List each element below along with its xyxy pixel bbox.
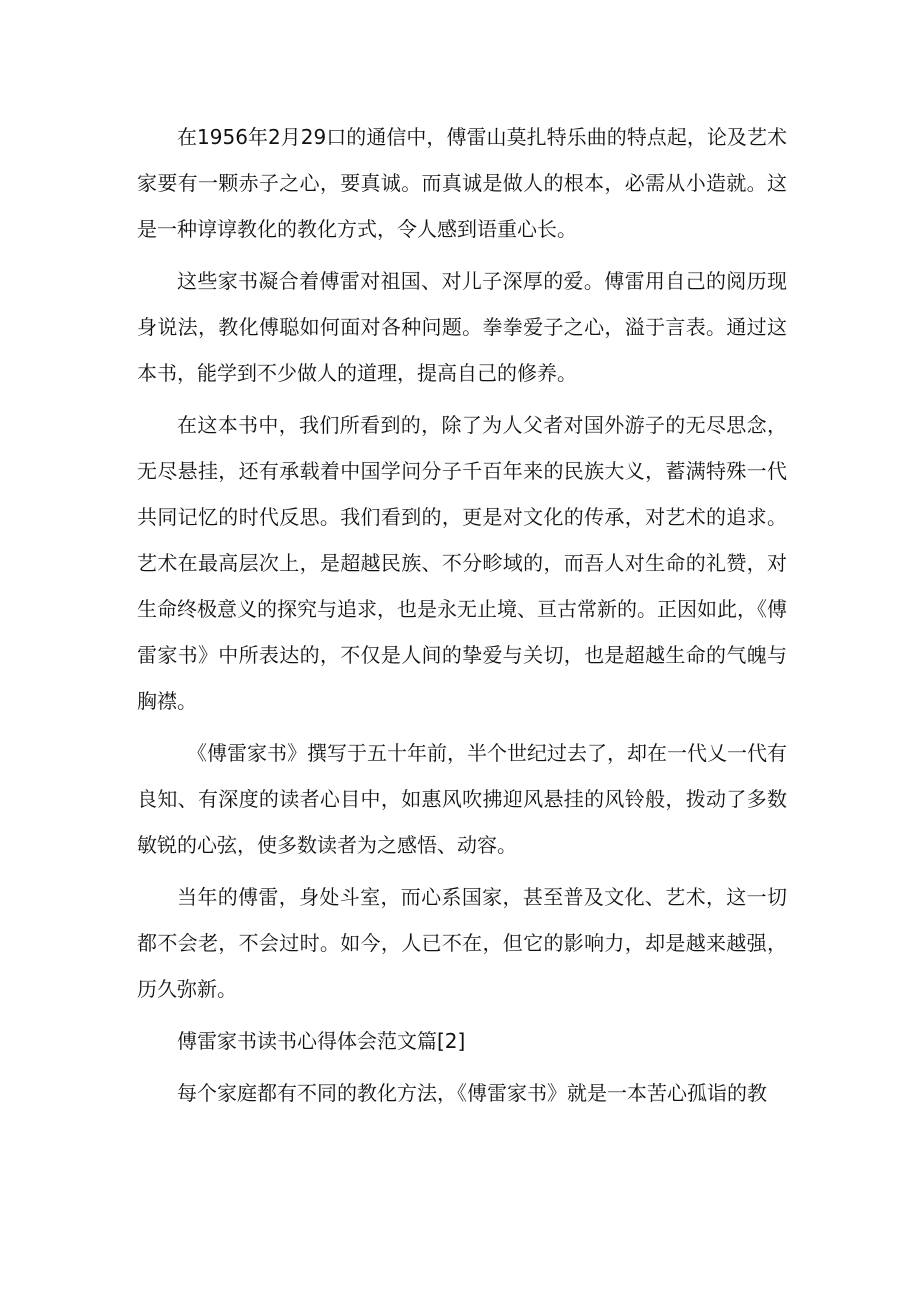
paragraph-1: 在1956年2月29口的通信中，傅雷山莫扎特乐曲的特点起，论及艺术家要有一颗赤子之心，要真诚。而真诚是做人的根本，必需从小造就。这是一种谆谆教化的教化方式，令人感到语重心长。 xyxy=(137,125,787,241)
paragraph-4: 《傅雷家书》撰写于五十年前，半个世纪过去了，却在一代乂一代有良知、有深度的读者心目中，如惠风吹拂迎风悬挂的风铃般，拨动了多数敏锐的心弦，使多数读者为之感悟、动容。 xyxy=(137,741,787,857)
paragraph-2: 这些家书凝合着傅雷对祖国、对儿子深厚的爱。傅雷用自己的阅历现身说法，教化傅聪如何面对各种问题。拳拳爱子之心，溢于言表。通过这本书，能学到不少做人的道理，提高自己的修养。 xyxy=(137,269,787,385)
paragraph-5: 当年的傅雷，身处斗室，而心系国家，甚至普及文化、艺术，这一切都不会老，不会过时。如今，人已不在，但它的影响力，却是越来越强，历久弥新。 xyxy=(137,885,787,1001)
paragraph-6: 每个家庭都有不同的教化方法，《傅雷家书》就是一本苦心孤诣的教 xyxy=(177,1081,767,1105)
section-heading: 傅雷家书读书心得体会范文篇[2] xyxy=(177,1029,466,1053)
paragraph-3: 在这本书中，我们所看到的，除了为人父者对国外游子的无尽思念，无尽悬挂，还有承载着中国学问分子千百年来的民族大义，蓄满特殊一代共同记忆的时代反思。我们看到的，更是对文化的传承，对艺术的追求。艺术在最高层次上，是超越民族、不分畛域的，而吾人对生命的礼赞，对生命终极意义的探究与追求，也是永无止境、亘古常新的。正因如此，《傅雷家书》中所表达的，不仅是人间的挚爱与关切，也是超越生命的气魄与胸襟。 xyxy=(137,413,787,713)
document-body xyxy=(137,114,787,1122)
